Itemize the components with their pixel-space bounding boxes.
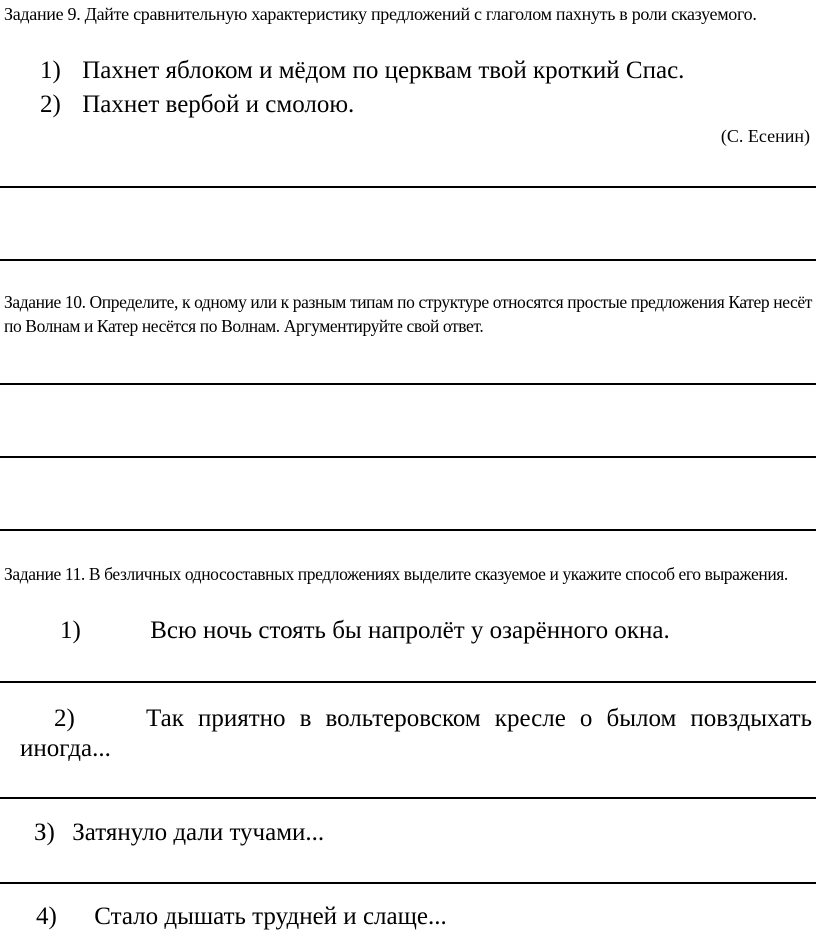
task-11-sentence-4 xyxy=(36,902,447,932)
task-11-sentence-1 xyxy=(60,616,670,646)
task-9-sentence-1 xyxy=(40,56,684,86)
answer-line xyxy=(0,529,816,531)
task-11-sentence-3 xyxy=(34,818,324,848)
task-10-text: Задание 10. Определите, к одному или к разным типам по структуре относятся простые предложения Катер несёт по Волнам и Катер несётся по Волнам. Аргументируйте свой ответ. xyxy=(4,292,812,336)
task-11-sentence-2 xyxy=(20,704,812,764)
answer-line xyxy=(0,186,816,188)
sentence-text: Пахнет яблоком и мёдом по церквам твой кроткий Спас. xyxy=(82,57,685,84)
sentence-number: 4) xyxy=(36,903,57,930)
sentence-number: 2) xyxy=(40,91,61,118)
sentence-text: Затянуло дали тучами... xyxy=(72,819,325,846)
sentence-text: Стало дышать трудней и слаще... xyxy=(94,903,447,930)
sentence-text: Так приятно в вольтеровском кресле о былом повздыхать иногда... xyxy=(20,705,812,762)
answer-line xyxy=(0,383,816,385)
answer-line xyxy=(0,681,816,683)
sentence-number: 1) xyxy=(60,617,81,644)
answer-line xyxy=(0,456,816,458)
task-9-sentence-2 xyxy=(40,90,354,120)
sentence-number: 2) xyxy=(54,705,75,732)
sentence-text: Пахнет вербой и смолою. xyxy=(82,91,355,118)
answer-line xyxy=(0,882,816,884)
task-9-author: (С. Есенин) xyxy=(720,126,810,146)
answer-line xyxy=(0,797,816,799)
answer-line xyxy=(0,259,816,261)
sentence-number: 1) xyxy=(40,57,61,84)
sentence-number: З) xyxy=(34,819,55,846)
task-9-text: Задание 9. Дайте сравнительную характеристику предложений с глаголом пахнуть в роли сказуемого. xyxy=(4,4,757,24)
sentence-text: Всю ночь стоять бы напролёт у озарённого окна. xyxy=(150,617,670,644)
task-11-text: Задание 11. В безличных односоставных предложениях выделите сказуемое и укажите способ его выражения. xyxy=(4,564,788,584)
